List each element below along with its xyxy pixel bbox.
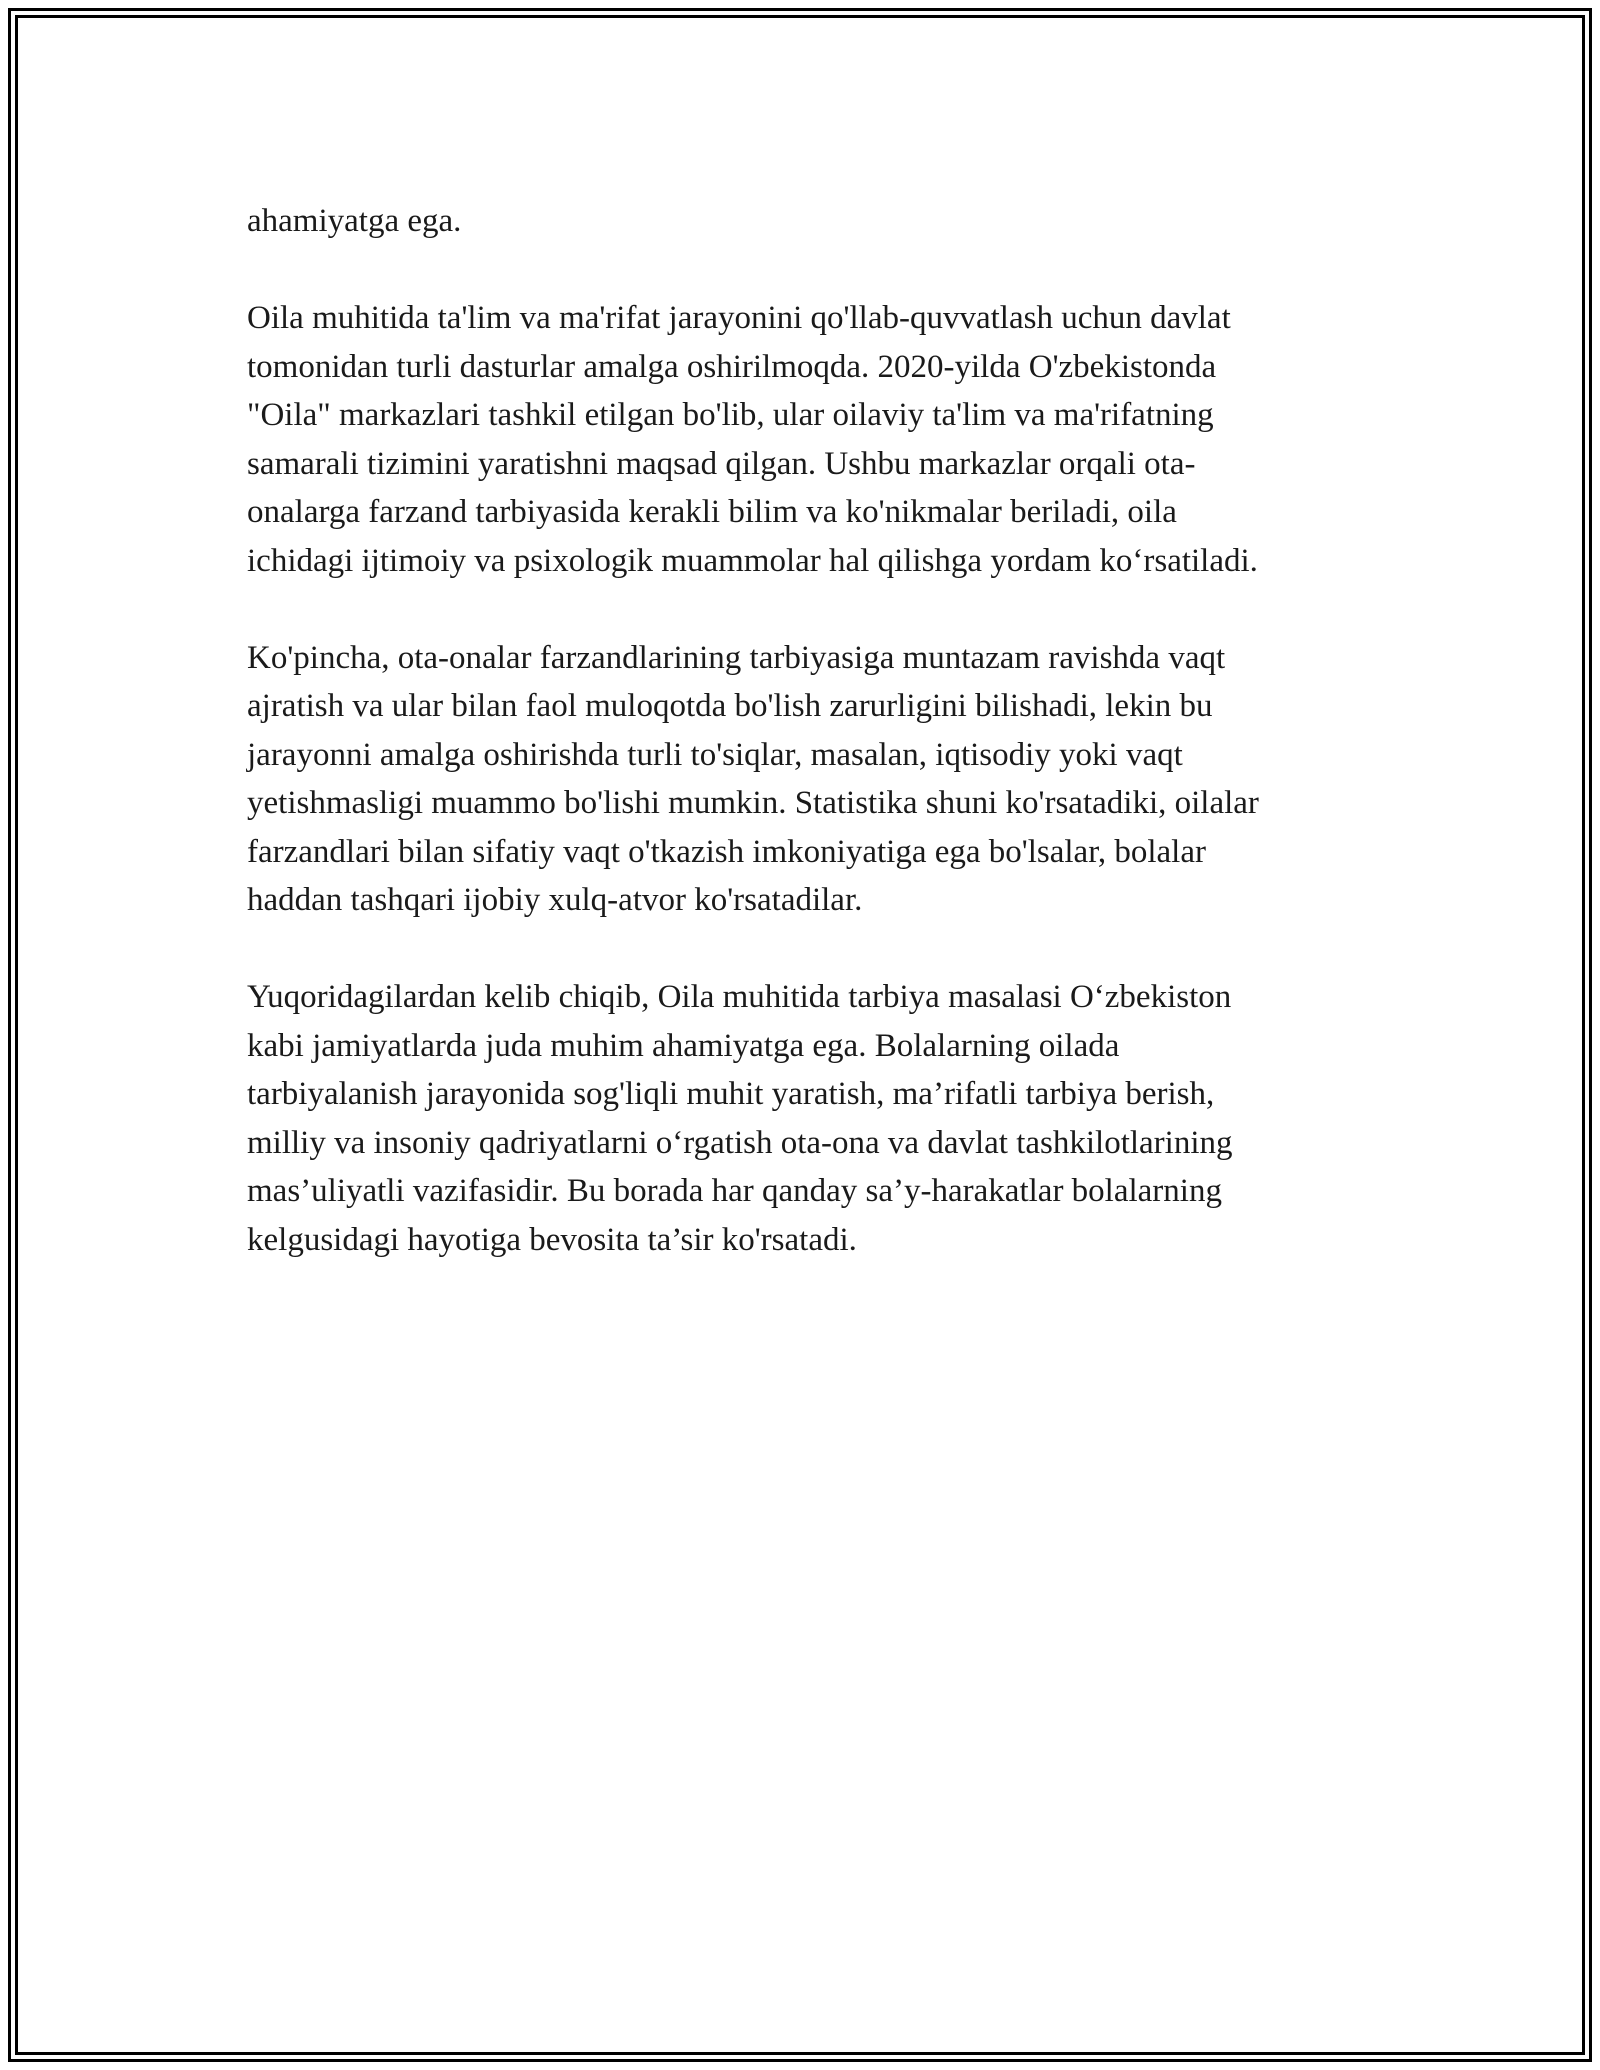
text-line: samarali tizimini yaratishni maqsad qilgan. Ushbu markazlar orqali ota- <box>247 445 1196 482</box>
text-line: kabi jamiyatlarda juda muhim ahamiyatga ega. Bolalarning oilada <box>247 1027 1120 1064</box>
text-line: onalarga farzand tarbiyasida kerakli bilim va ko'nikmalar beriladi, oila <box>247 494 1177 530</box>
text-line: kelgusidagi hayotiga bevosita ta’sir ko'rsatadi. <box>247 1221 857 1258</box>
text-line: milliy va insoniy qadriyatlarni o‘rgatish ota-ona va davlat tashkilotlarining <box>247 1124 1233 1161</box>
paragraph-2 <box>247 294 1377 585</box>
text-line: yetishmasligi muammo bo'lishi mumkin. Statistika shuni ko'rsatadiki, oilalar <box>247 785 1259 821</box>
text-line: "Oila" markazlari tashkil etilgan bo'lib, ular oilaviy ta'lim va ma'rifatning <box>247 397 1214 433</box>
text-line: Yuqoridagilardan kelib chiqib, Oila muhitida tarbiya masalasi O‘zbekiston <box>247 979 1232 1015</box>
text-line: ajratish va ular bilan faol muloqotda bo'lish zarurligini bilishadi, lekin bu <box>247 688 1213 724</box>
text-line: haddan tashqari ijobiy xulq-atvor ko'rsatadilar. <box>247 882 863 918</box>
text-line: Oila muhitida ta'lim va ma'rifat jarayonini qo'llab-quvvatlash uchun davlat <box>247 300 1231 336</box>
text-line: farzandlari bilan sifatiy vaqt o'tkazish imkoniyatiga ega bo'lsalar, bolalar <box>247 833 1206 870</box>
text-line: tomonidan turli dasturlar amalga oshirilmoqda. 2020-yilda O'zbekistonda <box>247 348 1217 385</box>
text-line: ichidagi ijtimoiy va psixologik muammolar hal qilishga yordam ko‘rsatiladi. <box>247 542 1258 579</box>
paragraph-1 <box>247 197 1377 246</box>
page-frame <box>8 8 1592 2062</box>
text-line: ahamiyatga ega. <box>247 203 462 239</box>
text-line: jarayonni amalga oshirishda turli to'siqlar, masalan, iqtisodiy yoki vaqt <box>247 736 1183 773</box>
paragraph-3 <box>247 634 1377 925</box>
text-line: Ko'pincha, ota-onalar farzandlarining tarbiyasiga muntazam ravishda vaqt <box>247 639 1226 676</box>
page-body-text <box>247 197 1377 1313</box>
text-line: mas’uliyatli vazifasidir. Bu borada har qanday sa’y-harakatlar bolalarning <box>247 1173 1222 1209</box>
paragraph-4 <box>247 973 1377 1264</box>
text-line: tarbiyalanish jarayonida sog'liqli muhit yaratish, ma’rifatli tarbiya berish, <box>247 1076 1215 1112</box>
